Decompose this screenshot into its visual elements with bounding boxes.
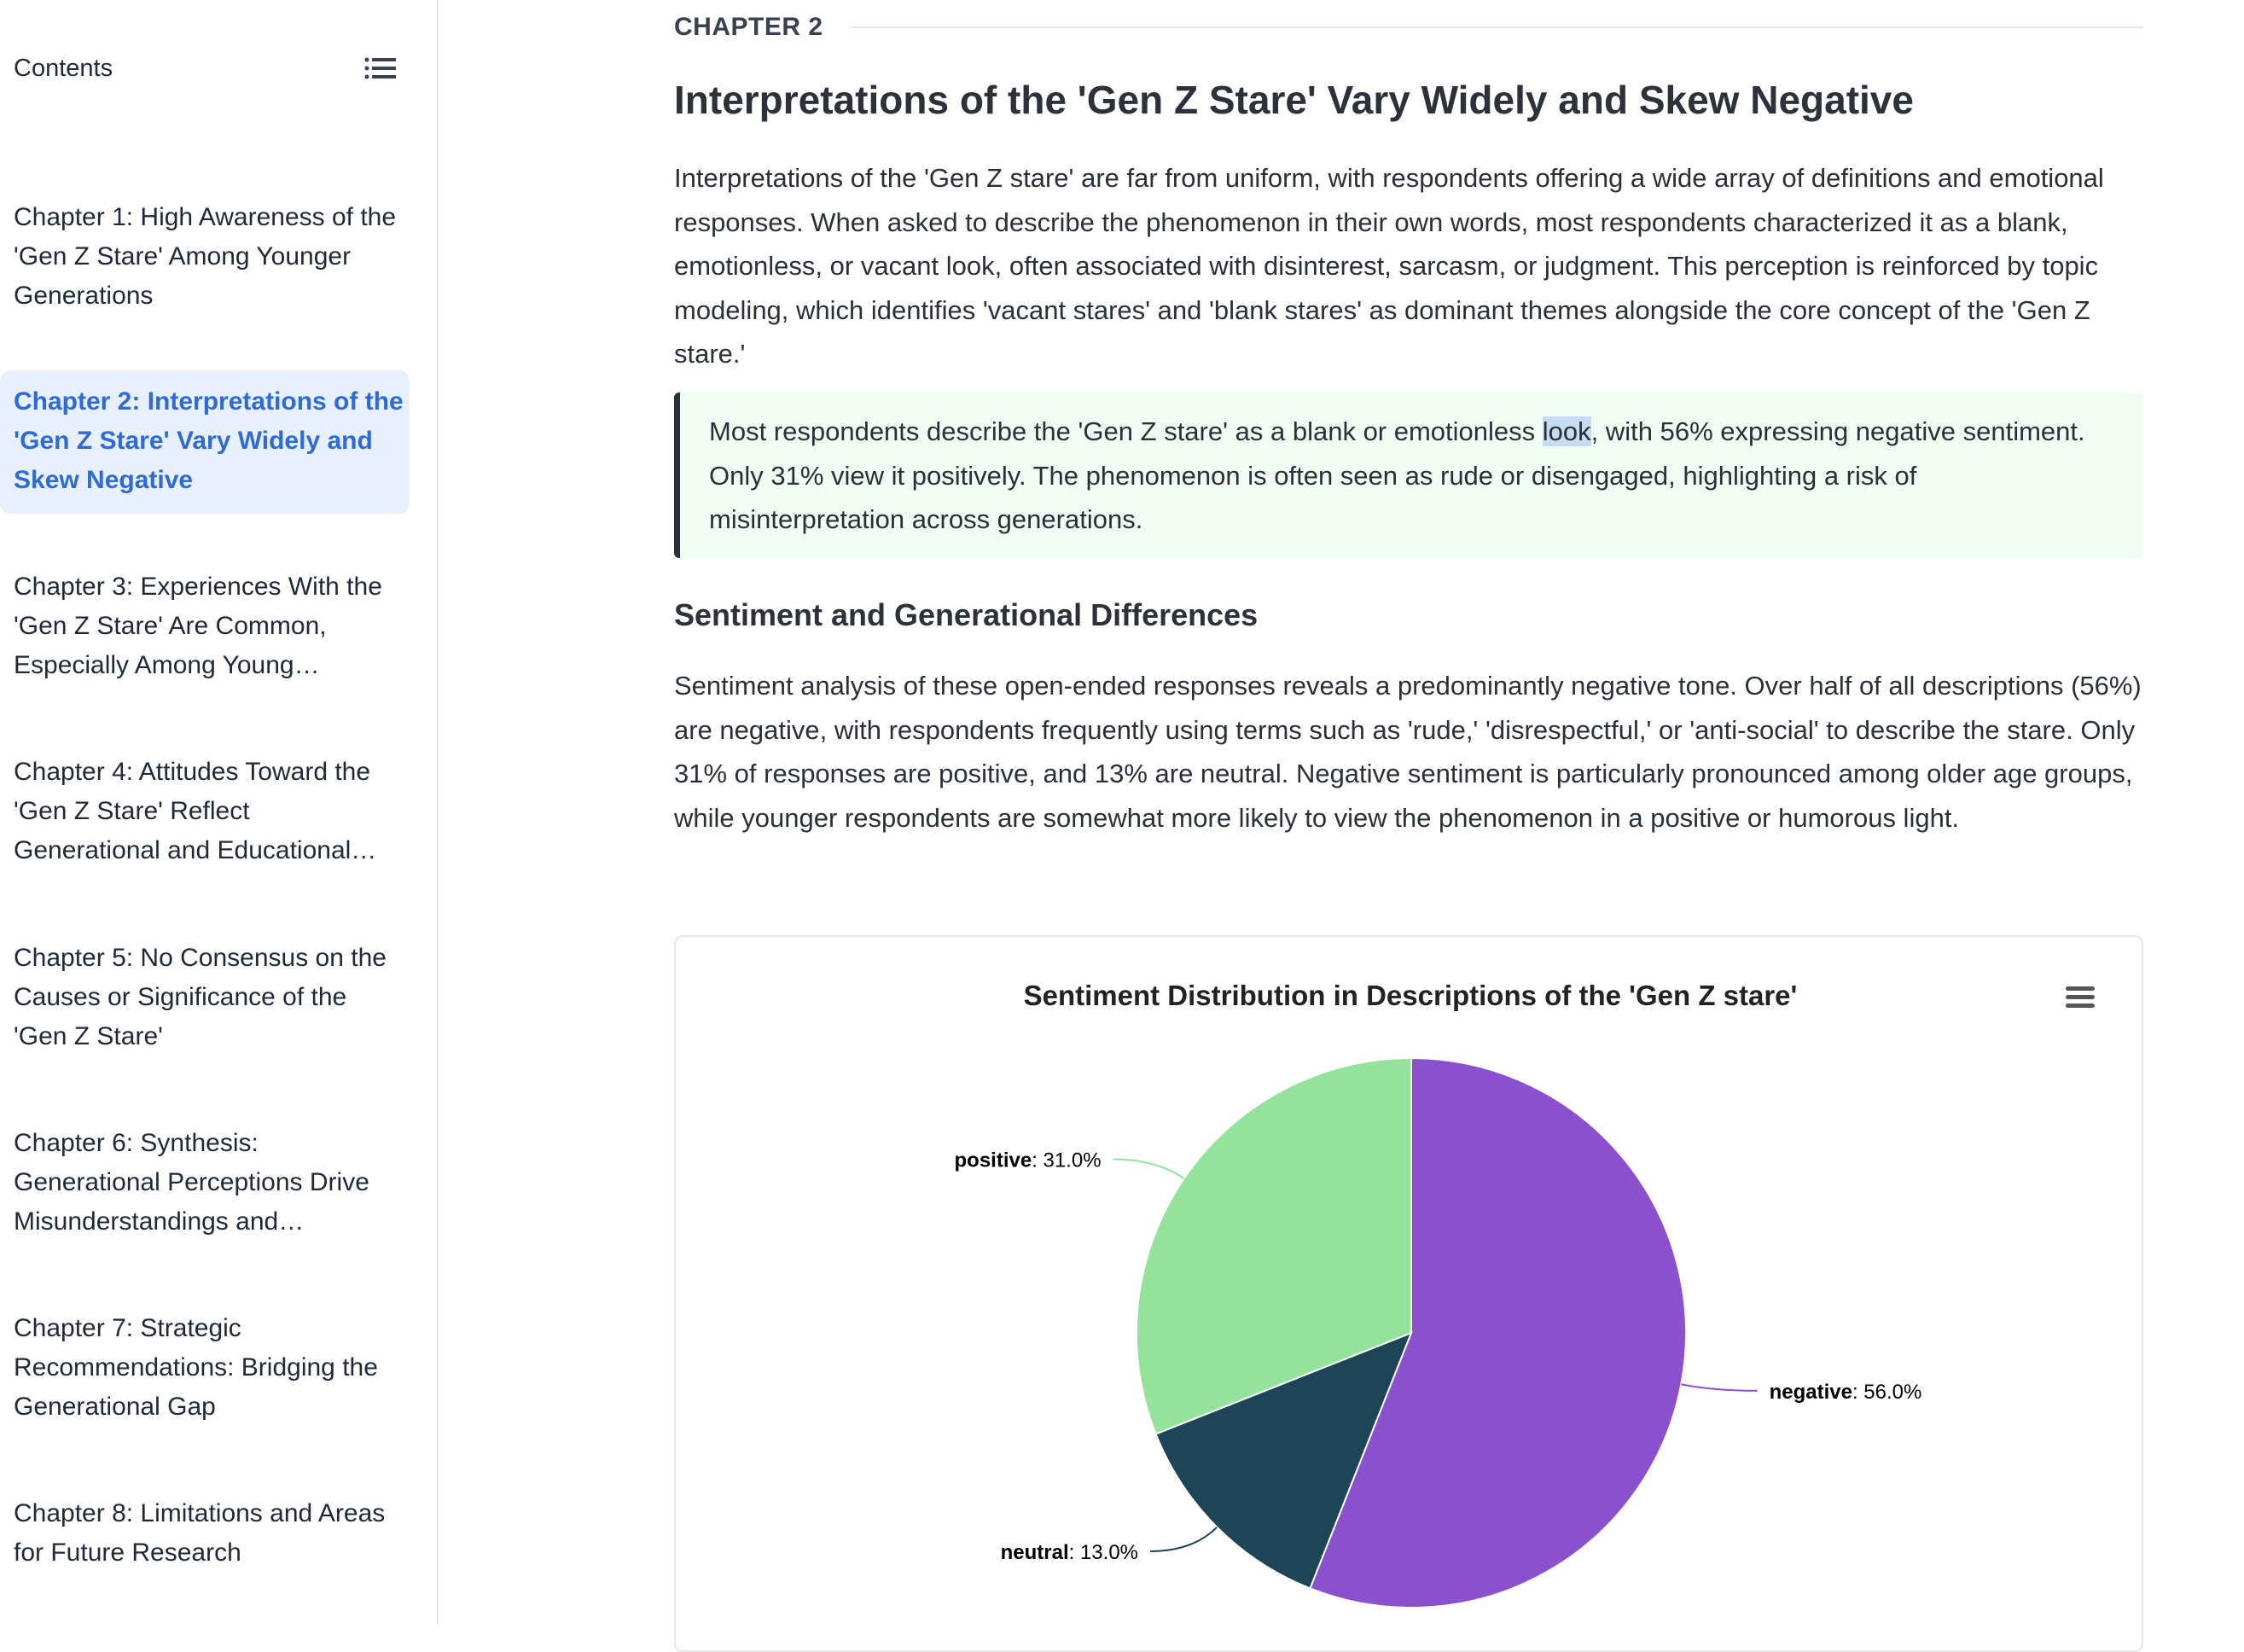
selected-text: look [1542, 416, 1591, 446]
toc-item-chapter-3[interactable]: Chapter 3: Experiences With the 'Gen Z Stare' Are Common, Especially Among Young… [14, 573, 382, 679]
pie-connector-neutral [1150, 1527, 1217, 1551]
pie-connector-negative [1681, 1384, 1757, 1390]
pie-label-positive: positive: 31.0% [954, 1149, 1102, 1172]
toc-item-chapter-5[interactable]: Chapter 5: No Consensus on the Causes or Significance of the 'Gen Z Stare' [14, 944, 387, 1050]
chart-title: Sentiment Distribution in Descriptions of the 'Gen Z stare' [1023, 980, 1798, 1011]
callout-text-after: , with 56% expressing negative sentiment. Only 31% view it positively. The phenomenon is often seen as rude or disengaged, highlighting a risk of misinterpretation across generations. [709, 416, 2085, 534]
chapter-label: CHAPTER 2 [674, 13, 823, 41]
sidebar-title: Contents [14, 54, 113, 82]
callout-text-before: Most respondents describe the 'Gen Z stare' as a blank or emotionless [709, 416, 1543, 446]
chapter-divider [851, 26, 2143, 28]
pie-connector-positive [1113, 1160, 1184, 1178]
body-paragraph: Sentiment analysis of these open-ended responses reveals a predominantly negative tone. Over half of all descriptions (56%) are negative, with respondents frequently using terms such as 'rude,' 'disrespectful,' or 'anti-social' to describe the stare. Only 31% of responses are positive, and 13% are neutral. Negative sentiment is particularly pronounced among older age groups, while younger respondents are somewhat more likely to view the phenomenon in a positive or humorous light. [674, 671, 2142, 833]
key-takeaway-callout [674, 393, 2143, 558]
pie-label-negative: negative: 56.0% [1769, 1380, 1922, 1404]
toc-item-chapter-8[interactable]: Chapter 8: Limitations and Areas for Future Research [14, 1499, 386, 1567]
toc-item-chapter-6[interactable]: Chapter 6: Synthesis: Generational Perceptions Drive Misunderstandings and… [14, 1129, 369, 1236]
pie-label-neutral: neutral: 13.0% [1000, 1540, 1139, 1564]
sidebar-header [14, 51, 398, 85]
toc-item-chapter-2[interactable]: Chapter 2: Interpretations of the 'Gen Z Stare' Vary Widely and Skew Negative [0, 370, 410, 514]
page-title: Interpretations of the 'Gen Z Stare' Vary Widely and Skew Negative [674, 78, 1914, 122]
sidebar [0, 0, 439, 1625]
pie-chart [676, 937, 2142, 1650]
section-heading: Sentiment and Generational Differences [674, 597, 1259, 632]
list-icon[interactable] [363, 51, 398, 85]
chapter-header [674, 10, 2143, 44]
intro-paragraph: Interpretations of the 'Gen Z stare' are far from uniform, with respondents offering a wide array of definitions and emotional responses. When asked to describe the phenomenon in their own words, most respondents characterized it as a blank, emotionless, or vacant look, often associated with disinterest, sarcasm, or judgment. This perception is reinforced by topic modeling, which identifies 'vacant stares' and 'blank stares' as dominant themes alongside the core concept of the 'Gen Z stare.' [674, 163, 2104, 369]
chart-card [674, 935, 2143, 1652]
toc-item-chapter-7[interactable]: Chapter 7: Strategic Recommendations: Bridging the Generational Gap [14, 1314, 378, 1421]
toc-item-chapter-1[interactable]: Chapter 1: High Awareness of the 'Gen Z Stare' Among Younger Generations [14, 203, 397, 310]
toc-item-chapter-4[interactable]: Chapter 4: Attitudes Toward the 'Gen Z Stare' Reflect Generational and Educational… [14, 758, 377, 864]
